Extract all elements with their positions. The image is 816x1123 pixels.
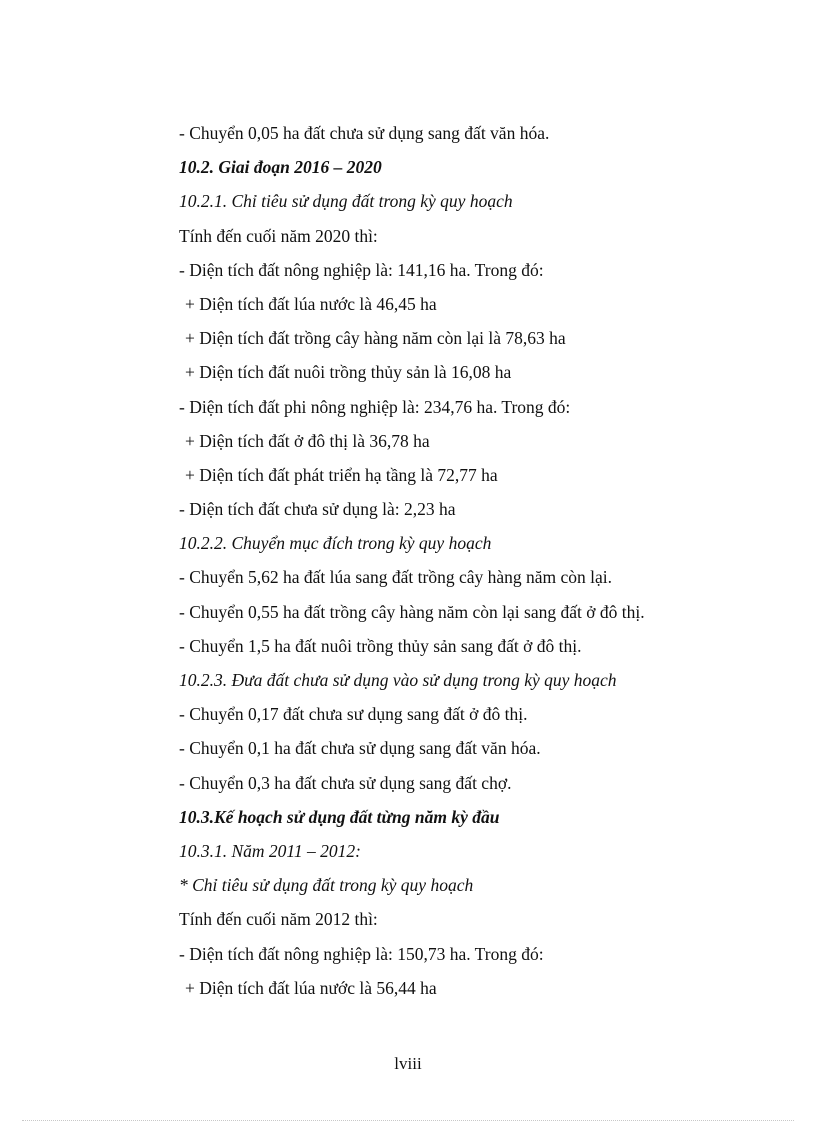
sub-bullet-line: + Diện tích đất lúa nước là 46,45 ha — [185, 293, 437, 314]
text-line: - Chuyển 0,05 ha đất chưa sử dụng sang đất văn hóa. — [179, 123, 550, 143]
bullet-line: - Chuyển 1,5 ha đất nuôi trồng thủy sản sang đất ở đô thị. — [179, 635, 582, 656]
bullet-line: - Diện tích đất nông nghiệp là: 150,73 ha. Trong đó: — [179, 943, 544, 964]
subsection-heading: 10.2.1. Chỉ tiêu sử dụng đất trong kỳ quy hoạch — [179, 191, 513, 212]
sub-bullet-line: + Diện tích đất nuôi trồng thủy sản là 16,08 ha — [185, 362, 512, 383]
section-heading: 10.3.Kế hoạch sử dụng đất từng năm kỳ đầu — [179, 806, 500, 827]
subsection-heading: * Chỉ tiêu sử dụng đất trong kỳ quy hoạch — [179, 875, 474, 896]
bullet-line: - Chuyển 0,55 ha đất trồng cây hàng năm còn lại sang đất ở đô thị. — [179, 601, 645, 622]
sub-bullet-line: + Diện tích đất phát triển hạ tầng là 72,77 ha — [185, 464, 498, 485]
bullet-line: - Chuyển 0,17 đất chưa sư dụng sang đất ở đô thị. — [179, 704, 528, 725]
page-bottom-divider — [22, 1120, 794, 1121]
subsection-heading: 10.2.2. Chuyển mục đích trong kỳ quy hoạch — [179, 533, 492, 554]
bullet-line: - Diện tích đất nông nghiệp là: 141,16 ha. Trong đó: — [179, 259, 544, 280]
text-line: Tính đến cuối năm 2020 thì: — [179, 225, 378, 246]
bullet-line: - Diện tích đất phi nông nghiệp là: 234,76 ha. Trong đó: — [179, 396, 571, 417]
bullet-line: - Chuyển 0,3 ha đất chưa sử dụng sang đất chợ. — [179, 772, 512, 793]
page-number: lviii — [394, 1054, 422, 1073]
bullet-line: - Chuyển 0,1 ha đất chưa sử dụng sang đất văn hóa. — [179, 738, 541, 759]
sub-bullet-line: + Diện tích đất lúa nước là 56,44 ha — [185, 977, 437, 998]
sub-bullet-line: + Diện tích đất trồng cây hàng năm còn lại là 78,63 ha — [185, 328, 566, 349]
subsection-heading: 10.2.3. Đưa đất chưa sử dụng vào sử dụng trong kỳ quy hoạch — [179, 670, 617, 690]
sub-bullet-line: + Diện tích đất ở đô thị là 36,78 ha — [185, 430, 430, 451]
subsection-heading: 10.3.1. Năm 2011 – 2012: — [179, 840, 361, 861]
bullet-line: - Diện tích đất chưa sử dụng là: 2,23 ha — [179, 499, 456, 520]
document-body — [179, 116, 739, 1005]
bullet-line: - Chuyển 5,62 ha đất lúa sang đất trồng cây hàng năm còn lại. — [179, 567, 613, 588]
section-heading: 10.2. Giai đoạn 2016 – 2020 — [179, 157, 382, 178]
text-line: Tính đến cuối năm 2012 thì: — [179, 909, 378, 930]
